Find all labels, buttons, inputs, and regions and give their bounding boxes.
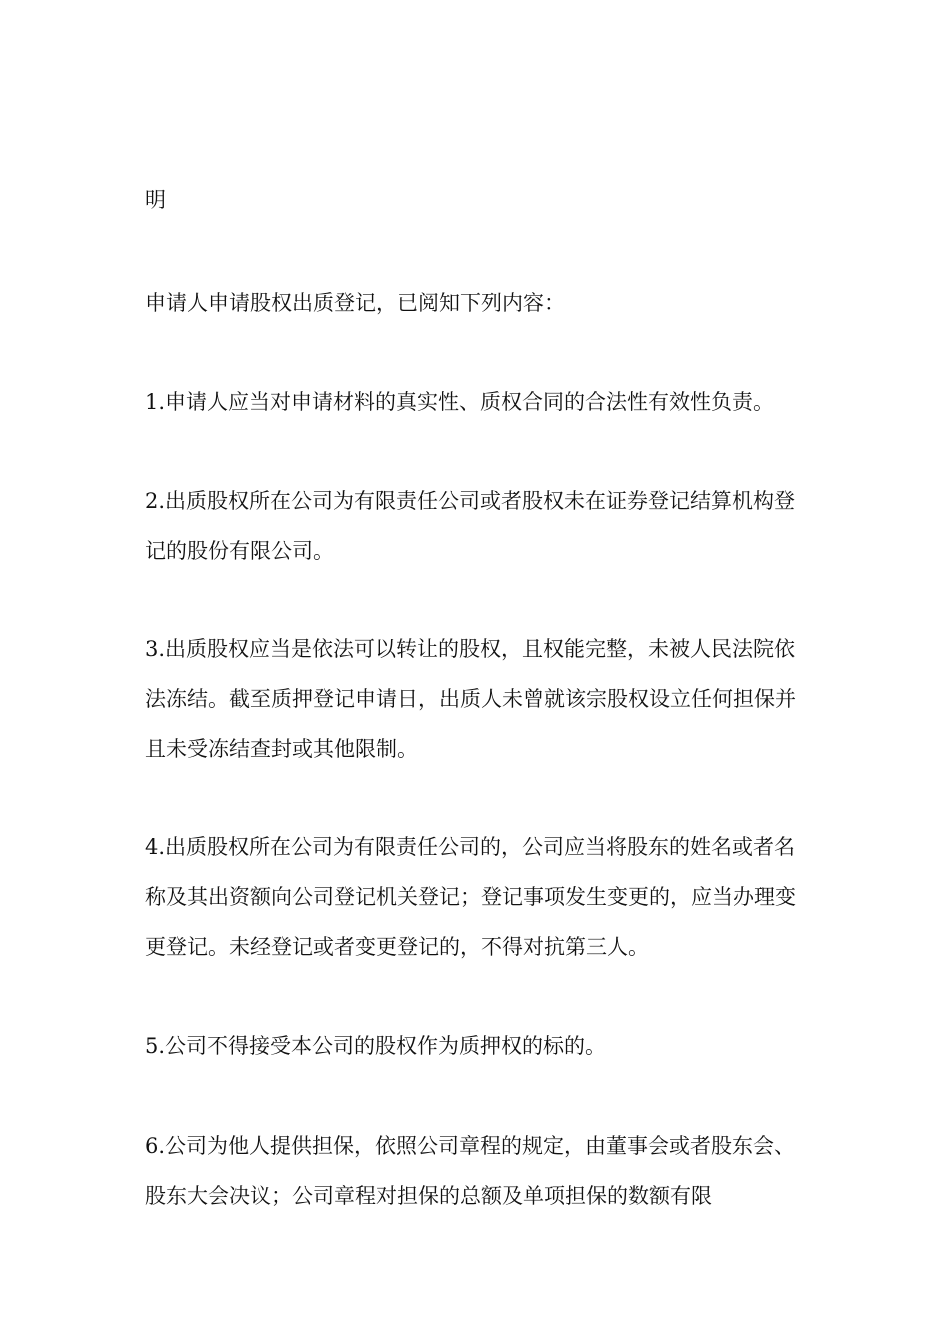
clause-2: 2.出质股权所在公司为有限责任公司或者股权未在证券登记结算机构登记的股份有限公司。 (145, 489, 796, 563)
clause-5: 5.公司不得接受本公司的股权作为质押权的标的。 (145, 1034, 607, 1058)
clause-4: 4.出质股权所在公司为有限责任公司的，公司应当将股东的姓名或者名称及其出资额向公司登记机关登记；登记事项发生变更的，应当办理变更登记。未经登记或者变更登记的，不得对抗第三人。 (145, 835, 796, 959)
document-title: 明 (145, 188, 166, 212)
intro-paragraph: 申请人申请股权出质登记，已阅知下列内容： (145, 291, 565, 315)
clause-3: 3.出质股权应当是依法可以转让的股权，且权能完整，未被人民法院依法冻结。截至质押登记申请日，出质人未曾就该宗股权设立任何担保并且未受冻结查封或其他限制。 (145, 637, 796, 761)
clause-6: 6.公司为他人提供担保，依照公司章程的规定，由董事会或者股东会、股东大会决议；公司章程对担保的总额及单项担保的数额有限 (145, 1134, 796, 1208)
clause-1: 1.申请人应当对申请材料的真实性、质权合同的合法性有效性负责。 (145, 390, 775, 414)
